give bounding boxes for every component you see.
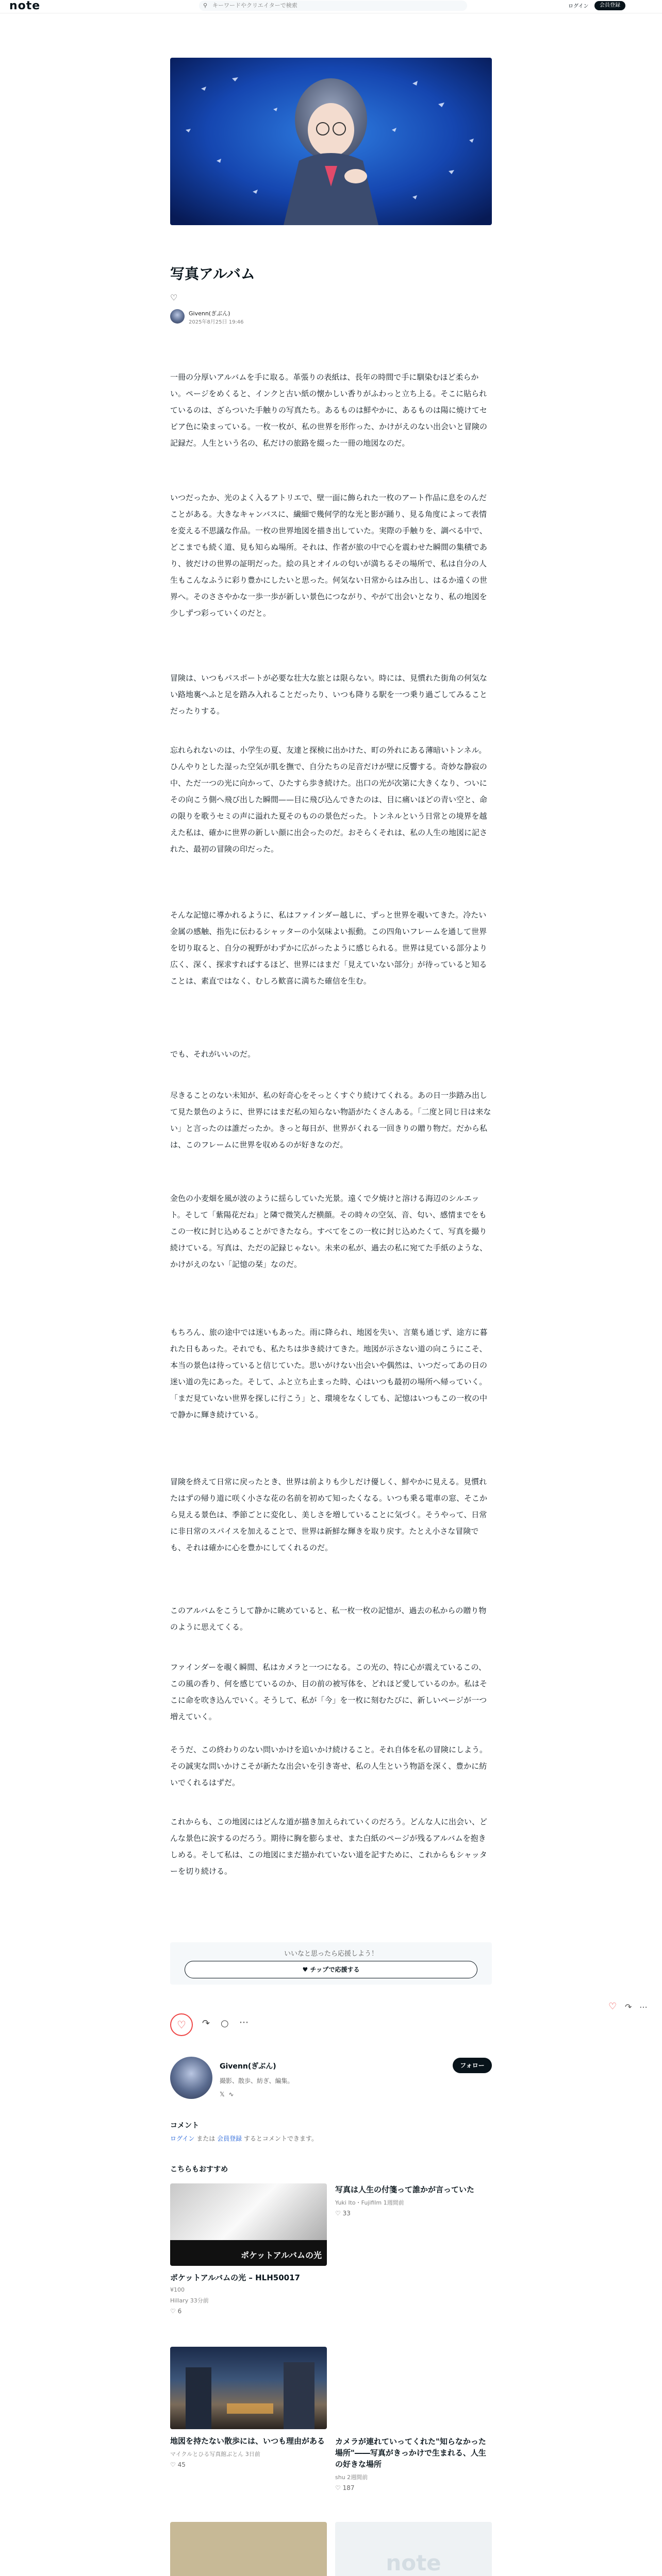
comment-login-link[interactable]: ログイン (170, 2135, 195, 2142)
body-paragraph: いつだったか、光のよく入るアトリエで、壁一面に飾られた一枚のアート作品に息をのんだことがある。大きなキャンバスに、繊細で幾何学的な光と影が踊り、見る角度によって表情を変える不思議な作品。一枚の世界地図を描き出していた。実際の手触りを、調べる中で、どこまでも続く道、見も知らぬ場所。それは、作者が旅の中で心を震わせた瞬間の集積であり、彼だけの世界の証明だった。絵の具とオイルの匂いが満ちるその場所で、私は自分の人生もこんなふうに彩り豊かにしたいと思った。何気ない日常からはみ出し、はるか遠くの世界へ。そのささやかな一歩一歩が新しい景色につながり、やがて出会いとなり、私の地図を少しずつ彩っていくのだと。 (170, 493, 488, 618)
hero-image (170, 58, 492, 225)
comment-suffix-text: するとコメントできます。 (243, 2135, 318, 2142)
recommend-thumbnail (170, 2183, 327, 2266)
body-paragraph: これからも、この地図にはどんな道が描き加えられていくのだろう。どんな人に出会い、どんな景色に涙するのだろう。期待に胸を膨らませ、また白紙のページが残るアルバムを抱きしめる。そして私は、この地図にまだ描かれていない道を記すために、これからもシャッターを切り続ける。 (170, 1817, 488, 1876)
follow-button[interactable]: フォロー (453, 2058, 492, 2073)
body-paragraph: ファインダーを覗く瞬間、私はカメラと一つになる。この光の、特に心が震えているこの、この風の香り、何を感じているのか、目の前の被写体を、どれほど愛しているのか。私はそこに命を吹き込んでいく。そうして、私が「今」を一枚に刻むたびに、新しいページが一つ増えていく。 (170, 1663, 488, 1721)
recommend-thumbnail (170, 2522, 327, 2576)
author-avatar[interactable] (170, 309, 185, 324)
like-heart-icon[interactable]: ♡ (170, 293, 178, 302)
floating-share-icon[interactable]: ↷ (625, 2002, 632, 2012)
recommend-author: Hillary 33分前 (170, 2297, 209, 2304)
top-header (0, 0, 662, 13)
recommend-author: Yuki Ito・Fujifilm 1週間前 (335, 2199, 404, 2206)
body-paragraph: 金色の小麦畑を風が波のように揺らしていた光景。遠くで夕焼けと溶ける海辺のシルエット。そして「紫陽花だね」と隣で微笑んだ横顔。その時々の空気、音、匂い、感情までをもこの一枚に封じ込めることができたなら。すべてをこの一枚に封じ込めたくて、写真を撮り続けている。写真は、ただの記録じゃない。未来の私が、過去の私に宛てた手紙のような、かけがえのない「記憶の栞」なのだ。 (170, 1194, 488, 1269)
recommend-title: 写真は人生の付箋って誰かが言っていた (335, 2185, 475, 2194)
tip-icon: ♥ (302, 1966, 310, 1973)
recommend-title: ポケットアルバムの光 – HLH50017 (170, 2273, 300, 2282)
search-icon: ⚲ (203, 2, 208, 9)
body-paragraph: 冒険は、いつもパスポートが必要な壮大な旅とは限らない。時には、見慣れた街角の何気ない路地裏へふと足を踏み入れることだったり、いつも降りる駅を一つ乗り過ごしてみることだったりする。 (170, 673, 488, 716)
recommend-thumbnail (335, 2522, 492, 2576)
recommend-thumbnail (335, 2183, 492, 2184)
tip-button-label: チップで応援する (310, 1966, 360, 1973)
comment-or-text: または (196, 2135, 216, 2142)
body-paragraph: このアルバムをこうして静かに眺めていると、私一枚一枚の記憶が、過去の私からの贈り物のように思えてくる。 (170, 1606, 487, 1632)
recommend-title: 地図を持たない散歩には、いつも理由がある (170, 2436, 325, 2446)
thumbnail-text: note (386, 2550, 441, 2575)
recommend-card[interactable] (170, 2522, 327, 2576)
comment-icon[interactable]: ○ (221, 2018, 229, 2029)
more-icon[interactable]: ⋯ (239, 2017, 249, 2028)
creator-avatar[interactable] (170, 2057, 212, 2099)
body-paragraph: そうだ、この終わりのない問いかけを追いかけ続けること。それ自体を私の冒険にしよう。その誠実な問いかけこそが新たな出会いを引き寄せ、私の人生という物語を深く、豊かに紡いでくれるはずだ。 (170, 1745, 488, 1787)
comments-login-prompt (170, 2134, 318, 2143)
rss-icon[interactable]: ∿ (228, 2091, 234, 2098)
body-paragraph: でも、それがいいのだ。 (170, 1049, 256, 1059)
recommend-thumbnail (170, 2347, 327, 2429)
comment-signup-link[interactable]: 会員登録 (217, 2135, 242, 2142)
recommend-likes: ♡ 33 (335, 2210, 351, 2217)
recommend-author: shu 2週間前 (335, 2474, 368, 2481)
body-paragraph: 冒険を終えて日常に戻ったとき、世界は前よりも少しだけ優しく、鮮やかに見える。見慣れたはずの帰り道に咲く小さな花の名前を初めて知ったくなる。いつも乗る電車の窓、そこから見える景色は、季節ごとに変化し、美しさを増していることに気づく。そうやって、日常に非日常のスパイスを加えることで、世界は新鮮な輝きを取り戻す。たとえ小さな冒険でも、それは確かに心を豊かにしてくれるのだ。 (170, 1477, 488, 1552)
recommend-card[interactable] (335, 2522, 492, 2576)
recommend-card[interactable] (170, 2347, 327, 2468)
share-icon[interactable]: ↷ (202, 2018, 210, 2029)
recommend-likes: ♡ 45 (170, 2461, 186, 2468)
recommend-card[interactable] (170, 2183, 327, 2315)
creator-name[interactable]: Givenn(ぎぶん) (220, 2062, 276, 2071)
recommend-likes: ♡ 6 (170, 2308, 182, 2315)
body-paragraph: 忘れられないのは、小学生の夏、友達と探検に出かけた、町の外れにある薄暗いトンネル。ひんやりとした湿った空気が肌を撫で、自分たちの足音だけが壁に反響する。奇妙な静寂の中、ただ一つの光に向かって、ひたすら歩き続けた。出口の光が次第に大きくなり、ついにその向こう側へ飛び出した瞬間——目に飛び込んできたのは、目に痛いほどの青い空と、命の限りを歌うセミの声に溢れた夏そのものの景色だった。トンネルという日常との境界を越えた私は、確かに世界の新しい顔に出会ったのだ。おそらくそれは、私の人生の地図に記された、最初の冒険の印だった。 (170, 745, 488, 854)
body-paragraph: 尽きることのない未知が、私の好奇心をそっとくすぐり続けてくれる。あの日一歩踏み出して見た景色のように、世界にはまだ私の知らない物語がたくさんある。「二度と同じ日は来ない」と言ったのは誰だったか。きっと毎日が、世界がくれる一回きりの贈り物だ。だから私は、このフレームに世界を収めるのが好きなのだ。 (170, 1091, 491, 1149)
thumbnail-text: ポケットアルバムの光 (241, 2250, 322, 2260)
comments-heading: コメント (170, 2122, 199, 2130)
body-paragraph: もちろん、旅の途中では迷いもあった。雨に降られ、地図を失い、言葉も通じず、途方に暮れた日もあった。それでも、私たちは歩き続けてきた。地図が示さない道の向こうにこそ、本当の景色は待っていると信じていた。思いがけない出会いや偶然は、いつだってあの日の迷い道の先にあった。そして、ふと立ち止まった時、心はいつも最初の場所へ帰っていく。「まだ見ていない世界を探しに行こう」と、環境をなくしても、記憶はいつもこの一枚の中で静かに輝き続けている。 (170, 1328, 488, 1419)
search-input[interactable] (199, 1, 467, 11)
post-date: 2025年8月25日 19:46 (189, 319, 244, 325)
creator-bio: 撮影、散歩、紡ぎ、編集。 (220, 2077, 294, 2084)
floating-more-icon[interactable]: ⋯ (639, 2002, 648, 2012)
search-placeholder: キーワードやクリエイターで検索 (212, 2, 297, 9)
support-prompt: いいなと思ったら応援しよう！ (284, 1950, 378, 1958)
tip-button[interactable] (185, 1961, 477, 1978)
signup-button[interactable]: 会員登録 (594, 1, 625, 10)
recommend-author: マイクルとひる写真館ぶとん 3日前 (170, 2451, 260, 2458)
recommend-card[interactable] (335, 2347, 492, 2492)
floating-like-icon[interactable]: ♡ (608, 2001, 617, 2012)
recommend-likes: ♡ 187 (335, 2484, 355, 2492)
article-title: 写真アルバム (170, 265, 255, 282)
social-icons (220, 2091, 234, 2098)
body-paragraph: そんな記憶に導かれるように、私はファインダー越しに、ずっと世界を覗いてきた。冷たい金属の感触、指先に伝わるシャッターの小気味よい振動。この四角いフレームを通して世界を切り取ると、自分の視野がわずかに広がったように感じられる。世界は見ている部分より広く、深く、探求すればするほど、世界にはまだ「見えていない部分」が待っていると知ることは、素直ではなく、むしろ歓喜に満ちた確信を生む。 (170, 910, 488, 986)
x-icon[interactable]: 𝕏 (220, 2091, 225, 2098)
body-paragraph: 一冊の分厚いアルバムを手に取る。革張りの表紙は、長年の時間で手に馴染むほど柔らかい。ページをめくると、インクと古い紙の懐かしい香りがふわっと立ち上る。そこに貼られているのは、ざらついた手触りの写真たち。あるものは鮮やかに、あるものは陽に焼けてセピア色に染まっている。一枚一枚が、私の世界を形作った、かけがえのない出会いと冒険の記録だ。人生という名の、私だけの旅路を綴った一冊の地図なのだ。 (170, 372, 488, 448)
recommend-price: ¥100 (170, 2286, 185, 2293)
login-link[interactable]: ログイン (568, 4, 589, 9)
like-button[interactable]: ♡ (170, 2013, 193, 2036)
recommend-heading: こちらもおすすめ (170, 2165, 228, 2174)
note-logo[interactable]: note (9, 0, 41, 12)
author-name[interactable]: Givenn(ぎぶん) (189, 310, 230, 317)
recommend-card[interactable] (335, 2183, 492, 2217)
recommend-title: カメラが連れていってくれた"知らなかった場所"――写真がきっかけで生まれる、人生の好きな場所 (335, 2437, 486, 2469)
